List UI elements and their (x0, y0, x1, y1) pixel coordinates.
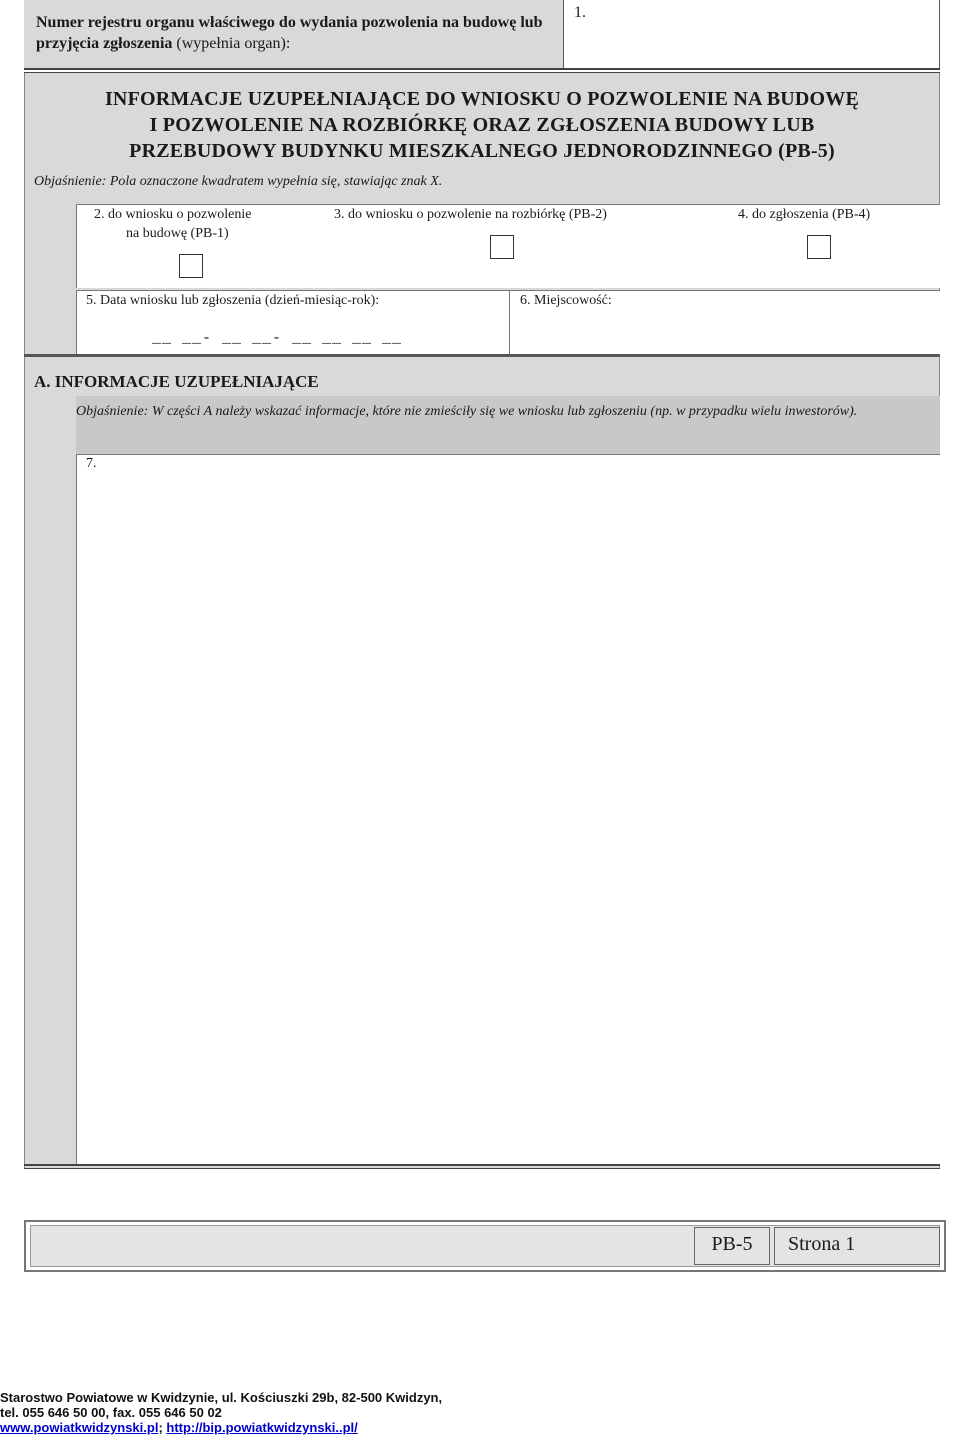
registry-number-field[interactable] (564, 0, 940, 68)
registry-label-main: Numer rejestru organu właściwego do wydania pozwolenia na budowę lub przyjęcia zgłoszenia (36, 14, 543, 52)
section-a-title: A. INFORMACJE UZUPEŁNIAJĄCE (34, 372, 319, 391)
option-pb1-label (94, 205, 314, 243)
contact-phone: tel. 055 646 50 00, fax. 055 646 50 02 (0, 1405, 222, 1420)
website-link[interactable]: www.powiatkwidzynski.pl (0, 1420, 159, 1435)
option-pb1-checkbox[interactable] (179, 254, 203, 278)
form-title-line1: INFORMACJE UZUPEŁNIAJĄCE DO WNIOSKU O POZWOLENIE NA BUDOWĘ (104, 88, 860, 110)
option-pb1-line2: na budowę (PB-1) (126, 226, 229, 241)
section-a-textarea[interactable] (76, 454, 940, 1164)
divider (24, 1168, 940, 1169)
option-pb2-checkbox[interactable] (490, 235, 514, 259)
link-separator: ; (158, 1420, 167, 1435)
date-input-mask[interactable]: __ __- __ __- __ __ __ __ (152, 330, 403, 347)
section-a-explanation: Objaśnienie: W części A należy wskazać informacje, które nie zmieściły się we wniosku lub zgłoszeniu (np. w przypadku wielu inwestorów). (76, 404, 858, 419)
option-pb1-line1: 2. do wniosku o pozwolenie (94, 207, 252, 222)
contact-address: Starostwo Powiatowe w Kwidzynie, ul. Kościuszki 29b, 82-500 Kwidzyn, (0, 1390, 443, 1405)
contact-links (0, 1420, 960, 1435)
divider (24, 68, 940, 70)
registry-field-number: 1. (574, 4, 586, 21)
form-code: PB-5 (711, 1233, 753, 1255)
section-a-field-number: 7. (86, 456, 97, 471)
office-contact (0, 1390, 960, 1435)
form-explanation: Objaśnienie: Pola oznaczone kwadratem wypełnia się, stawiając znak X. (34, 174, 443, 189)
registry-label-note: (wypełnia organ): (176, 35, 291, 52)
date-field-label: 5. Data wniosku lub zgłoszenia (dzień-miesiąc-rok): (86, 293, 380, 308)
divider (24, 354, 940, 357)
form-title-line3: PRZEBUDOWY BUDYNKU MIESZKALNEGO JEDNORODZINNEGO (PB-5) (129, 140, 835, 162)
option-pb4-label: 4. do zgłoszenia (PB-4) (738, 207, 871, 222)
option-pb2-label: 3. do wniosku o pozwolenie na rozbiórkę (PB-2) (334, 207, 607, 222)
bip-link[interactable]: http://bip.powiatkwidzynski..pl/ (166, 1420, 358, 1435)
option-pb4-checkbox[interactable] (807, 235, 831, 259)
page-number: Strona 1 (788, 1233, 856, 1255)
place-field-label: 6. Miejscowość: (520, 293, 612, 308)
form-title-line2: I POZWOLENIE NA ROZBIÓRKĘ ORAZ ZGŁOSZENIA BUDOWY LUB (149, 114, 815, 136)
registry-label (36, 12, 556, 54)
form-title (30, 86, 934, 164)
divider (24, 1164, 940, 1166)
